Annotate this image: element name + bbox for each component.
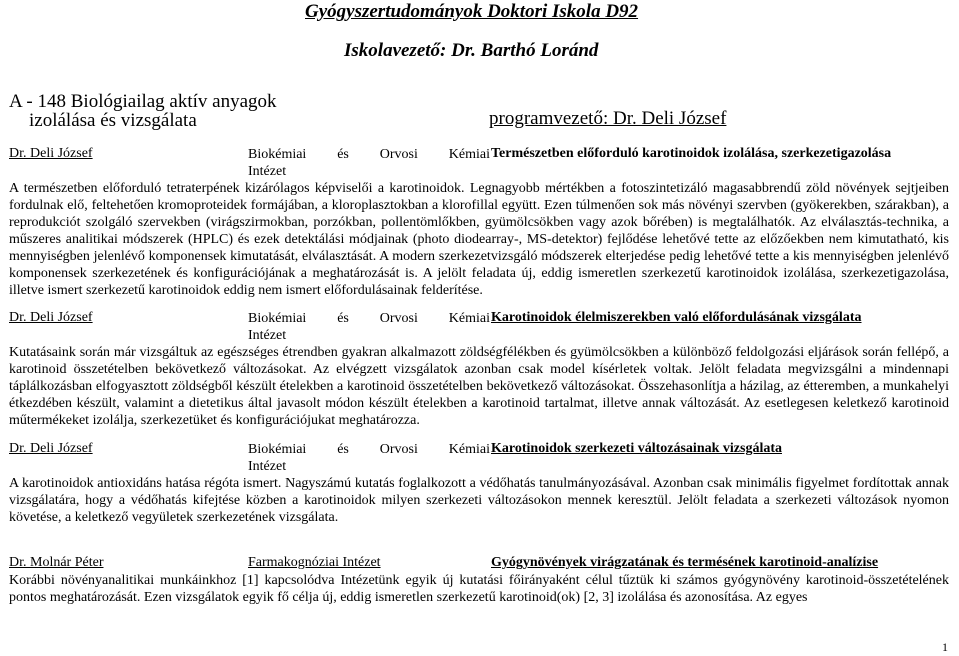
- doctoral-school-title: Gyógyszertudományok Doktori Iskola D92: [305, 1, 639, 22]
- supervisor-name: Dr. Deli József: [9, 310, 93, 325]
- topic-title: Gyógynövények virágzatának és termésének karotinoid-analízise: [491, 555, 879, 570]
- institute-line1: Biokémiai és Orvosi Kémiai: [248, 442, 490, 457]
- supervisor-name: Dr. Molnár Péter: [9, 555, 104, 570]
- school-leader: Iskolavezető: Dr. Barthó Loránd: [344, 40, 599, 61]
- institute-line2: Intézet: [248, 459, 287, 474]
- institute: Farmakognóziai Intézet: [248, 555, 381, 570]
- page-number: 1: [942, 640, 948, 654]
- supervisor-name: Dr. Deli József: [9, 441, 93, 456]
- institute: [248, 441, 490, 475]
- topic-title: Karotinoidok élelmiszerekben való előfordulásának vizsgálata: [491, 310, 862, 325]
- topic-description: A természetben előforduló tetraterpének kizárólagos képviselői a karotinoidok. Legnagyobb mértékben a fotoszintetizáló magasabbrendű zöld növények sejtjeiben fordulnak elő, feltehetően kromoproteidek formájában, a kloroplasztokban a klorofillal együtt. Ezen túlmenően sok más növényi szervben (gyökerekben, szárakban), a reprodukciót szolgáló szervekben (virágszirmokban, porzókban, pollentömlőkben, gyümölcsökben vagy azok bőrében) is megtalálhatók. Az elválasztás-technika, a műszeres analitikai módszerek (HPLC) és ezek detektálási módjainak (photo diodearray-, MS-detektor) fejlődése lehetővé tette az előzőekben nem kimutatható, kis mennyiségben jelenlévő komponensek kimutatását, elválasztását. A modern szerkezetvizsgáló módszerek elterjedése pedig lehetővé tette a kis mennyiségben jelenlévő komponensek szerkezetének és konfigurációjának a meghatározását is. A jelölt feladata új, eddig ismeretlen szerkezetű karotinoidok izolálása, szerkezetigazolása, illetve ismert szerkezetű karotinoidok eddig nem ismert előfordulásainak felderítése.: [9, 181, 949, 298]
- institute-line2: Intézet: [248, 164, 287, 179]
- topic-description: Kutatásaink során már vizsgáltuk az egészséges étrendben gyakran alkalmazott zöldségfélékben és gyümölcsökben a különböző feldolgozási eljárások során fellépő, a karotinoid összetételben bekövetkező változásokat. Az elvégzett vizsgálatok azonban csak model kísérletek voltak. Jelölt feladata megvizsgálni a mindennapi táplálkozásban elfogyasztott zöldségből készült ételekben a karotinoid összetételben bekövetkező változásokat. Összehasonlítja a házilag, az étteremben, a munkahelyi étkezdében készült, valamint a dietetikus által javasolt módon készült ételekben a karotinoid tartalmat, illetve annak változását. Az esetlegesen keletkező karotinoid műtermékeket izolálja, szerkezetüket és konfigurációjukat meghatározza.: [9, 345, 949, 428]
- topic-title: Természetben előforduló karotinoidok izolálása, szerkezetigazolása: [491, 146, 892, 161]
- topic-title: Karotinoidok szerkezeti változásainak vizsgálata: [491, 441, 782, 456]
- institute-line1: Biokémiai és Orvosi Kémiai: [248, 147, 490, 162]
- institute: [248, 310, 490, 344]
- institute-line2: Intézet: [248, 328, 287, 343]
- topic-description: A karotinoidok antioxidáns hatása régóta ismert. Nagyszámú kutatás foglalkozott a védőhatás tanulmányozásával. Azonban csak minimális figyelmet fordítottak annak vizsgálatára, hogy a védőhatás kifejtése közben a karotinoidok milyen szerkezeti változásokon mennek keresztül. Jelölt feladata a szerkezeti változások nyomon követése, a keletkező vegyületek szerkezetének vizsgálata.: [9, 476, 949, 525]
- program-title: [9, 92, 277, 130]
- program-leader: programvezető: Dr. Deli József: [489, 108, 727, 129]
- institute: [248, 146, 490, 180]
- topic-description: Korábbi növényanalitikai munkáinkhoz [1] kapcsolódva Intézetünk egyik új kutatási főirányaként célul tűztük ki számos gyógynövény karotinoid-összetételének pontos meghatározását. Ezen vizsgálatok egyik fő célja új, eddig ismeretlen szerkezetű karotinoid(ok) [2, 3] izolálása és azonosítása. Az egyes: [9, 573, 949, 605]
- institute-line1: Biokémiai és Orvosi Kémiai: [248, 311, 490, 326]
- supervisor-name: Dr. Deli József: [9, 146, 93, 161]
- program-title-line1: A - 148 Biológiailag aktív anyagok: [9, 91, 277, 112]
- program-title-line2: izolálása és vizsgálata: [29, 110, 197, 131]
